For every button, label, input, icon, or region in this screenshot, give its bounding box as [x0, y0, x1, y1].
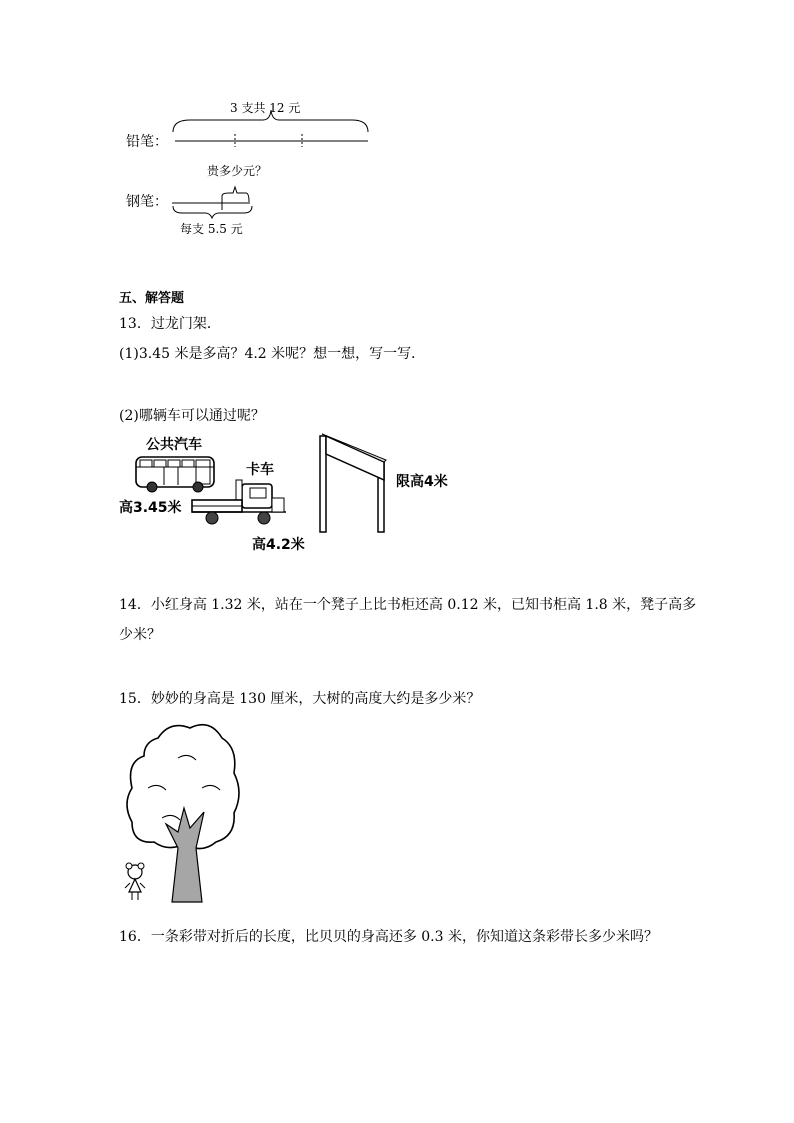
q15-text: 15．妙妙的身高是 130 厘米，大树的高度大约是多少米？: [119, 691, 481, 707]
q13-title: 13．过龙门架．: [119, 316, 221, 332]
bus-height: 高3.45米: [119, 500, 182, 516]
pencil-brace: [0, 0, 794, 300]
q16-text: 16．一条彩带对折后的长度，比贝贝的身高还多 0.3 米，你知道这条彩带长多少米吗？: [119, 929, 658, 945]
height-limit-gate: [316, 432, 396, 542]
gate-label: 限高4米: [396, 474, 448, 490]
q14-line2: 少米？: [119, 627, 161, 643]
pen-price-label: 每支 5.5 元: [180, 222, 243, 236]
tree-and-girl-illustration: [118, 718, 258, 908]
bus-label: 公共汽车: [146, 437, 202, 453]
question-label: 贵多少元？: [207, 164, 268, 178]
q13-part1: (1)3.45 米是多高？4.2 米呢？想一想，写一写．: [119, 346, 426, 362]
truck-height: 高4.2米: [252, 537, 305, 553]
pencil-label: 铅笔：: [126, 134, 168, 150]
truck-illustration: [190, 480, 290, 530]
brace-label: 3 支共 12 元: [230, 101, 301, 115]
section-title: 五、解答题: [119, 291, 185, 306]
truck-label: 卡车: [246, 462, 274, 478]
q14-line1: 14．小红身高 1.32 米，站在一个凳子上比书柜还高 0.12 米，已知书柜高 1.8 米，凳子高多: [119, 597, 697, 613]
q13-part2: (2)哪辆车可以通过呢？: [119, 408, 265, 424]
pen-label: 钢笔：: [126, 194, 168, 210]
